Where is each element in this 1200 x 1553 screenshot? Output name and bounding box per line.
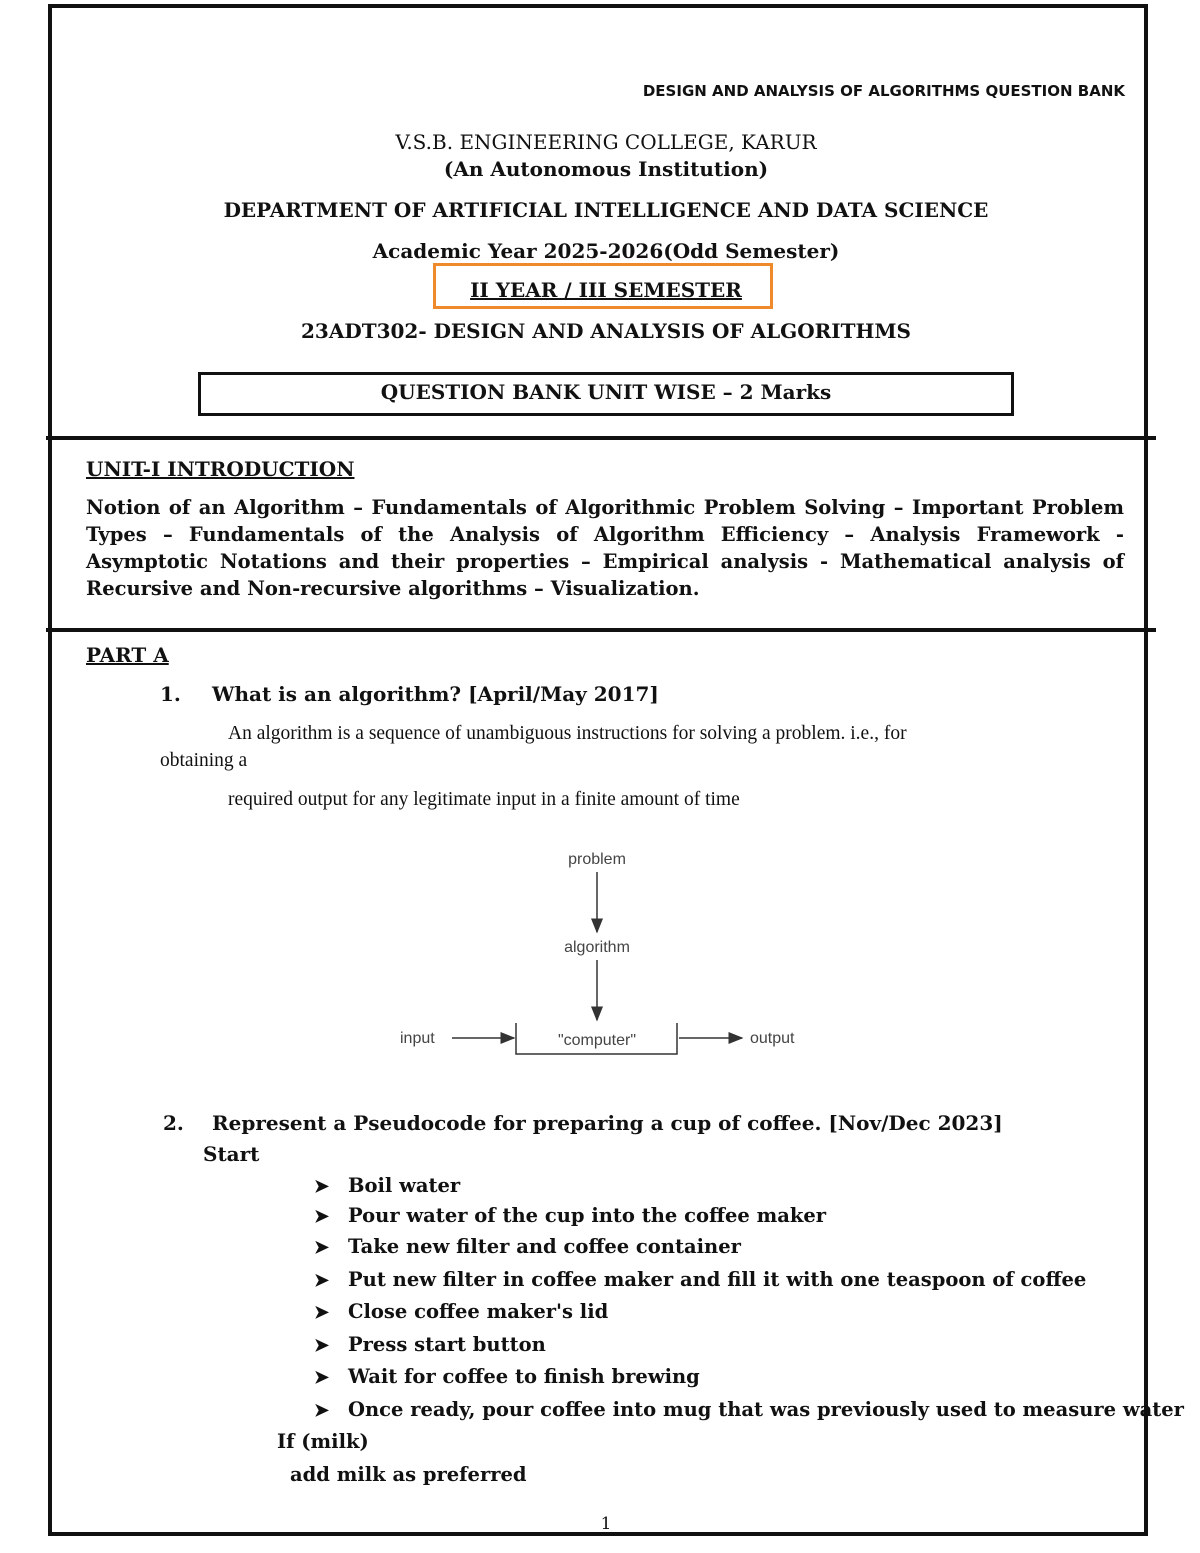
arrowhead-bullet-icon: ➤ [314, 1176, 330, 1197]
arrowhead-bullet-icon: ➤ [314, 1367, 330, 1388]
unit-syllabus: Notion of an Algorithm – Fundamentals of Algorithmic Problem Solving – Important Problem Types – Fundamentals of the Analysis of Algorithm Efficiency – Analysis Framework - Asymptotic Notations and their properties – Empirical analysis - Mathematical analysis of Recursive and Non-recursive algorithms – Visualization. [86, 496, 1124, 600]
question-number: 2. [163, 1111, 184, 1135]
list-item: ➤ Put new filter in coffee maker and fill it with one teaspoon of coffee [314, 1268, 1087, 1291]
list-item: ➤ Press start button [314, 1333, 546, 1356]
diagram-label-computer: "computer" [557, 1032, 637, 1049]
answer-line: obtaining a [160, 750, 248, 771]
list-item: ➤ Pour water of the cup into the coffee maker [314, 1204, 827, 1227]
autonomous-label: (An Autonomous Institution) [443, 157, 769, 181]
college-name: V.S.B. ENGINEERING COLLEGE, KARUR [395, 130, 817, 154]
page-number: 1 [600, 1514, 612, 1534]
pseudocode-if: If (milk) [277, 1430, 369, 1453]
list-item: ➤ Wait for coffee to finish brewing [314, 1365, 700, 1388]
department-name: DEPARTMENT OF ARTIFICIAL INTELLIGENCE AND DATA SCIENCE [223, 198, 989, 222]
unit-title: UNIT-I INTRODUCTION [86, 457, 355, 481]
question-text: What is an algorithm? [April/May 2017] [212, 682, 659, 706]
diagram-label-output: output [750, 1030, 795, 1047]
diagram-label-algorithm: algorithm [564, 939, 630, 956]
list-item: ➤ Close coffee maker's lid [314, 1300, 609, 1323]
pseudocode-start: Start [203, 1142, 260, 1166]
arrowhead-bullet-icon: ➤ [314, 1335, 330, 1356]
question-bank-title: QUESTION BANK UNIT WISE – 2 Marks [198, 372, 1014, 416]
document-header-label: DESIGN AND ANALYSIS OF ALGORITHMS QUESTION BANK [642, 82, 1125, 100]
list-item: ➤ Boil water [314, 1174, 461, 1197]
list-item: ➤ Once ready, pour coffee into mug that was previously used to measure water [314, 1398, 1184, 1421]
list-item: ➤ Take new filter and coffee container [314, 1235, 741, 1258]
academic-year: Academic Year 2025-2026(Odd Semester) [372, 239, 840, 263]
answer-line: required output for any legitimate input in a finite amount of time [228, 789, 740, 810]
part-title: PART A [86, 643, 169, 667]
pseudocode-then: add milk as preferred [290, 1463, 527, 1486]
arrowhead-bullet-icon: ➤ [314, 1206, 330, 1227]
arrowhead-bullet-icon: ➤ [314, 1237, 330, 1258]
course-title: 23ADT302- DESIGN AND ANALYSIS OF ALGORITHMS [301, 319, 911, 343]
section-divider [46, 436, 1156, 440]
diagram-label-problem: problem [568, 851, 626, 868]
algorithm-diagram [380, 840, 820, 1070]
semester-label: II YEAR / III SEMESTER [470, 278, 742, 302]
question-text: Represent a Pseudocode for preparing a cup of coffee. [Nov/Dec 2023] [212, 1111, 1003, 1135]
diagram-label-input: input [400, 1030, 435, 1047]
arrowhead-bullet-icon: ➤ [314, 1270, 330, 1291]
question-number: 1. [160, 682, 181, 706]
answer-line: An algorithm is a sequence of unambiguous instructions for solving a problem. i.e., for [228, 723, 907, 744]
section-divider [46, 628, 1156, 632]
arrowhead-bullet-icon: ➤ [314, 1400, 330, 1421]
arrowhead-bullet-icon: ➤ [314, 1302, 330, 1323]
